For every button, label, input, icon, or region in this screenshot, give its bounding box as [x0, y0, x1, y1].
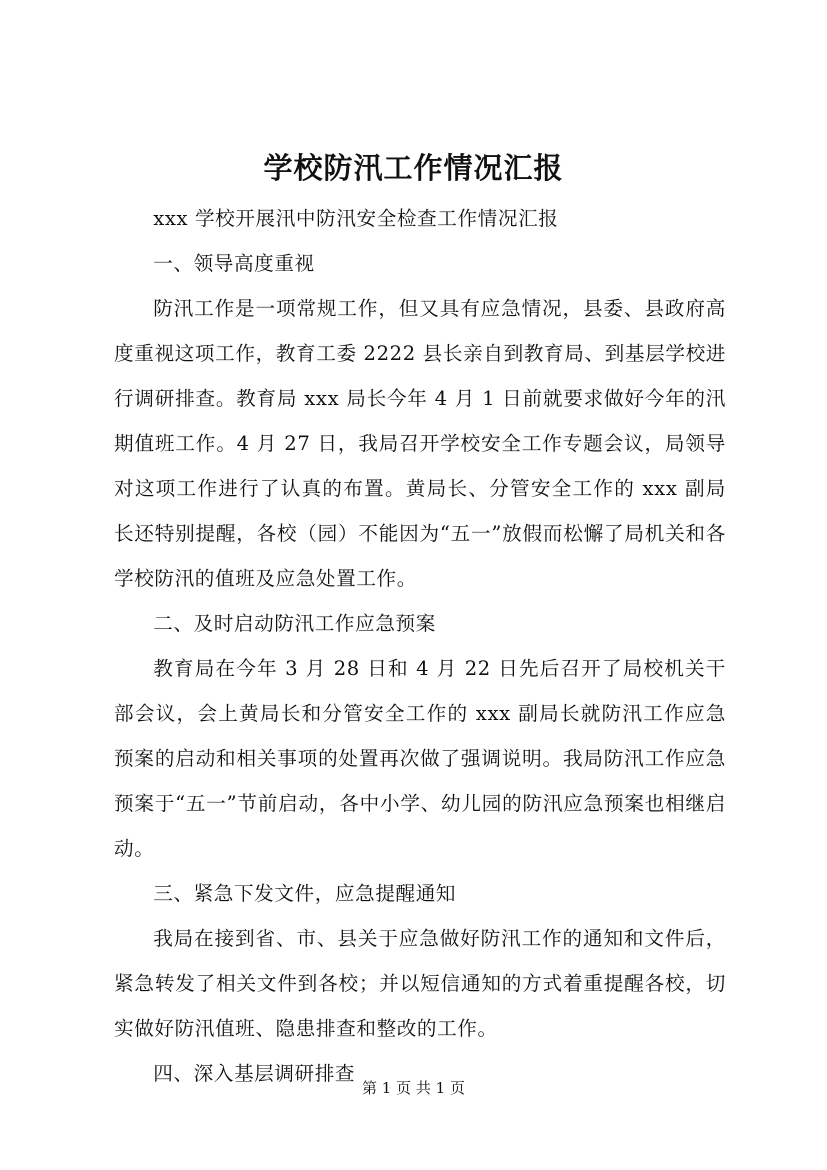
section-heading-4: 四、深入基层调研排查: [153, 1062, 356, 1085]
section-heading-2: 二、及时启动防汛工作应急预案: [153, 612, 436, 635]
section-heading-1: 一、领导高度重视: [153, 252, 315, 275]
page-footer: 第 1 页 共 1 页: [362, 1079, 465, 1097]
section-paragraph-1: 防汛工作是一项常规工作，但又具有应急情况，县委、县政府高度重视这项工作，教育工委 2222 县长亲自到教育局、到基层学校进行调研排查。教育局 xxx 局长今年 4 月 1 日前就要求做好今年的汛期值班工作。4 月 27 日，我局召开学校安全工作专题会议，局领导对这项工作进行了认真的布置。黄局长、分管安全工作的 xxx 副局长还特别提醒，各校（园）不能因为“五一”放假而松懈了局机关和各学校防汛的值班及应急处置工作。: [114, 297, 726, 590]
section-paragraph-2: 教育局在今年 3 月 28 日和 4 月 22 日先后召开了局校机关干部会议，会上黄局长和分管安全工作的 xxx 副局长就防汛工作应急预案的启动和相关事项的处置再次做了强调说明。我局防汛工作应急预案于“五一”节前启动，各中小学、幼儿园的防汛应急预案也相继启动。: [114, 657, 726, 860]
document-title: 学校防汛工作情况汇报: [263, 151, 564, 185]
document-subtitle: xxx 学校开展汛中防汛安全检查工作情况汇报: [153, 207, 559, 230]
section-paragraph-3: 我局在接到省、市、县关于应急做好防汛工作的通知和文件后，紧急转发了相关文件到各校；并以短信通知的方式着重提醒各校，切实做好防汛值班、隐患排查和整改的工作。: [114, 927, 726, 1040]
section-heading-3: 三、紧急下发文件，应急提醒通知: [153, 882, 457, 905]
document-body: [114, 196, 726, 1096]
